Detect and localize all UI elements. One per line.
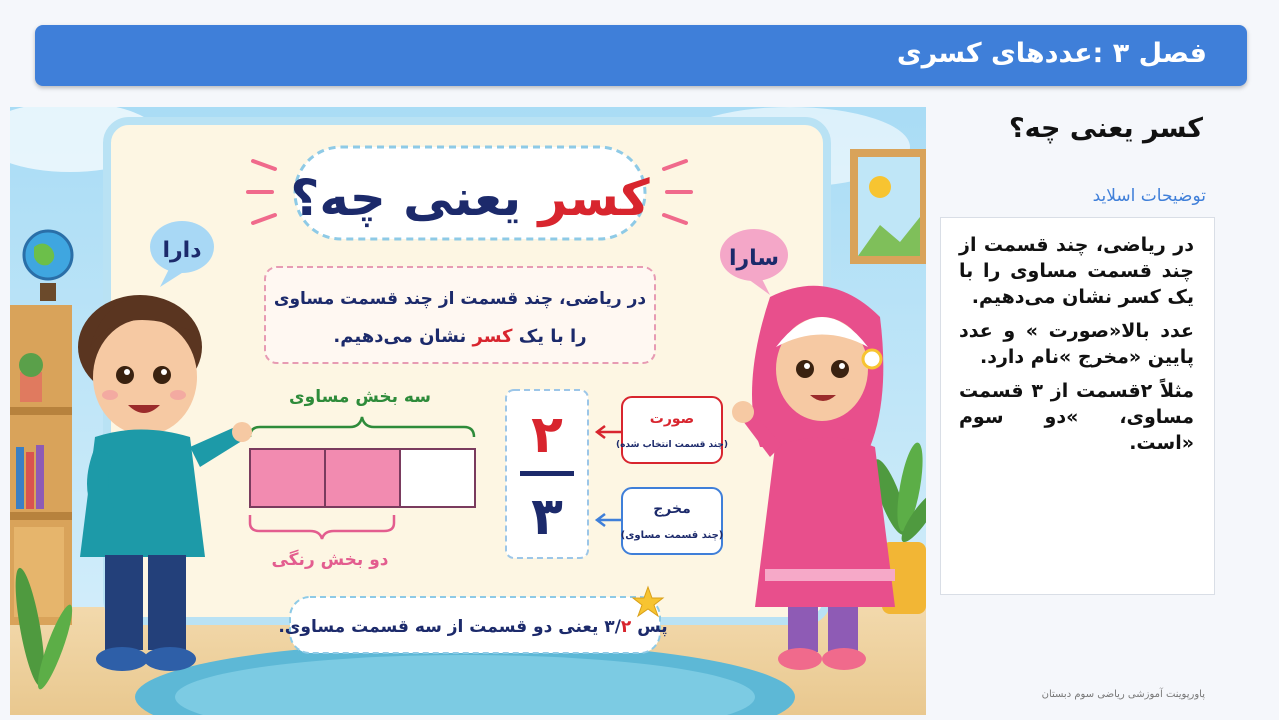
fraction-bar — [250, 449, 475, 507]
note-paragraph-2: عدد بالا«صورت » و عدد پایین «مخرج »نام دارد. — [959, 320, 1194, 368]
note-paragraph-3: مثلاً ۲قسمت از ۳ قسمت مساوی، »دو سوم «است. — [959, 380, 1194, 454]
bar-part-1 — [250, 449, 325, 507]
numerator: ۲ — [531, 405, 563, 465]
bar-part-2 — [325, 449, 400, 507]
fraction-line — [520, 471, 574, 476]
intro-box — [265, 267, 655, 363]
numerator-desc: (چند قسمت انتخاب شده) — [615, 440, 729, 450]
bar-part-3 — [400, 449, 475, 507]
notes-label: توضیحات اسلاید — [1092, 186, 1206, 206]
footer-text: پاورپوینت آموزشی ریاضی سوم دبستان — [1041, 689, 1205, 700]
lesson-illustration — [10, 107, 926, 715]
denominator-label: مخرج — [653, 501, 691, 517]
slide-title: کسر یعنی چه؟ — [1009, 113, 1203, 144]
summary-text: پس ۳/۲ یعنی دو قسمت از سه قسمت مساوی. — [278, 617, 668, 637]
numerator-label: صورت — [649, 411, 695, 427]
slide-header — [35, 25, 1247, 86]
chapter-title: فصل ۳ :عددهای کسری — [896, 38, 1207, 69]
svg-text:دارا: دارا — [162, 238, 202, 263]
denominator-label-box — [622, 488, 722, 554]
intro-line-1: در ریاضی، چند قسمت از چند قسمت مساوی — [273, 289, 647, 309]
two-colored-label: دو بخش رنگی — [271, 550, 389, 570]
numerator-label-box — [622, 397, 722, 463]
board-title: کسر یعنی چه؟ — [290, 169, 650, 227]
illustration-canvas — [10, 107, 926, 715]
denominator-desc: (چند قسمت مساوی) — [620, 530, 724, 541]
svg-text:سارا: سارا — [728, 246, 780, 271]
note-paragraph-1: در ریاضی، چند قسمت از چند قسمت مساوی را با یک کسر نشان می‌دهیم. — [959, 234, 1194, 308]
slide-notes-box — [940, 217, 1215, 595]
denominator: ۳ — [531, 487, 563, 547]
three-parts-label: سه بخش مساوی — [289, 387, 431, 407]
intro-line-2: را با یک کسر نشان می‌دهیم. — [333, 326, 587, 347]
wall-picture — [850, 149, 926, 264]
